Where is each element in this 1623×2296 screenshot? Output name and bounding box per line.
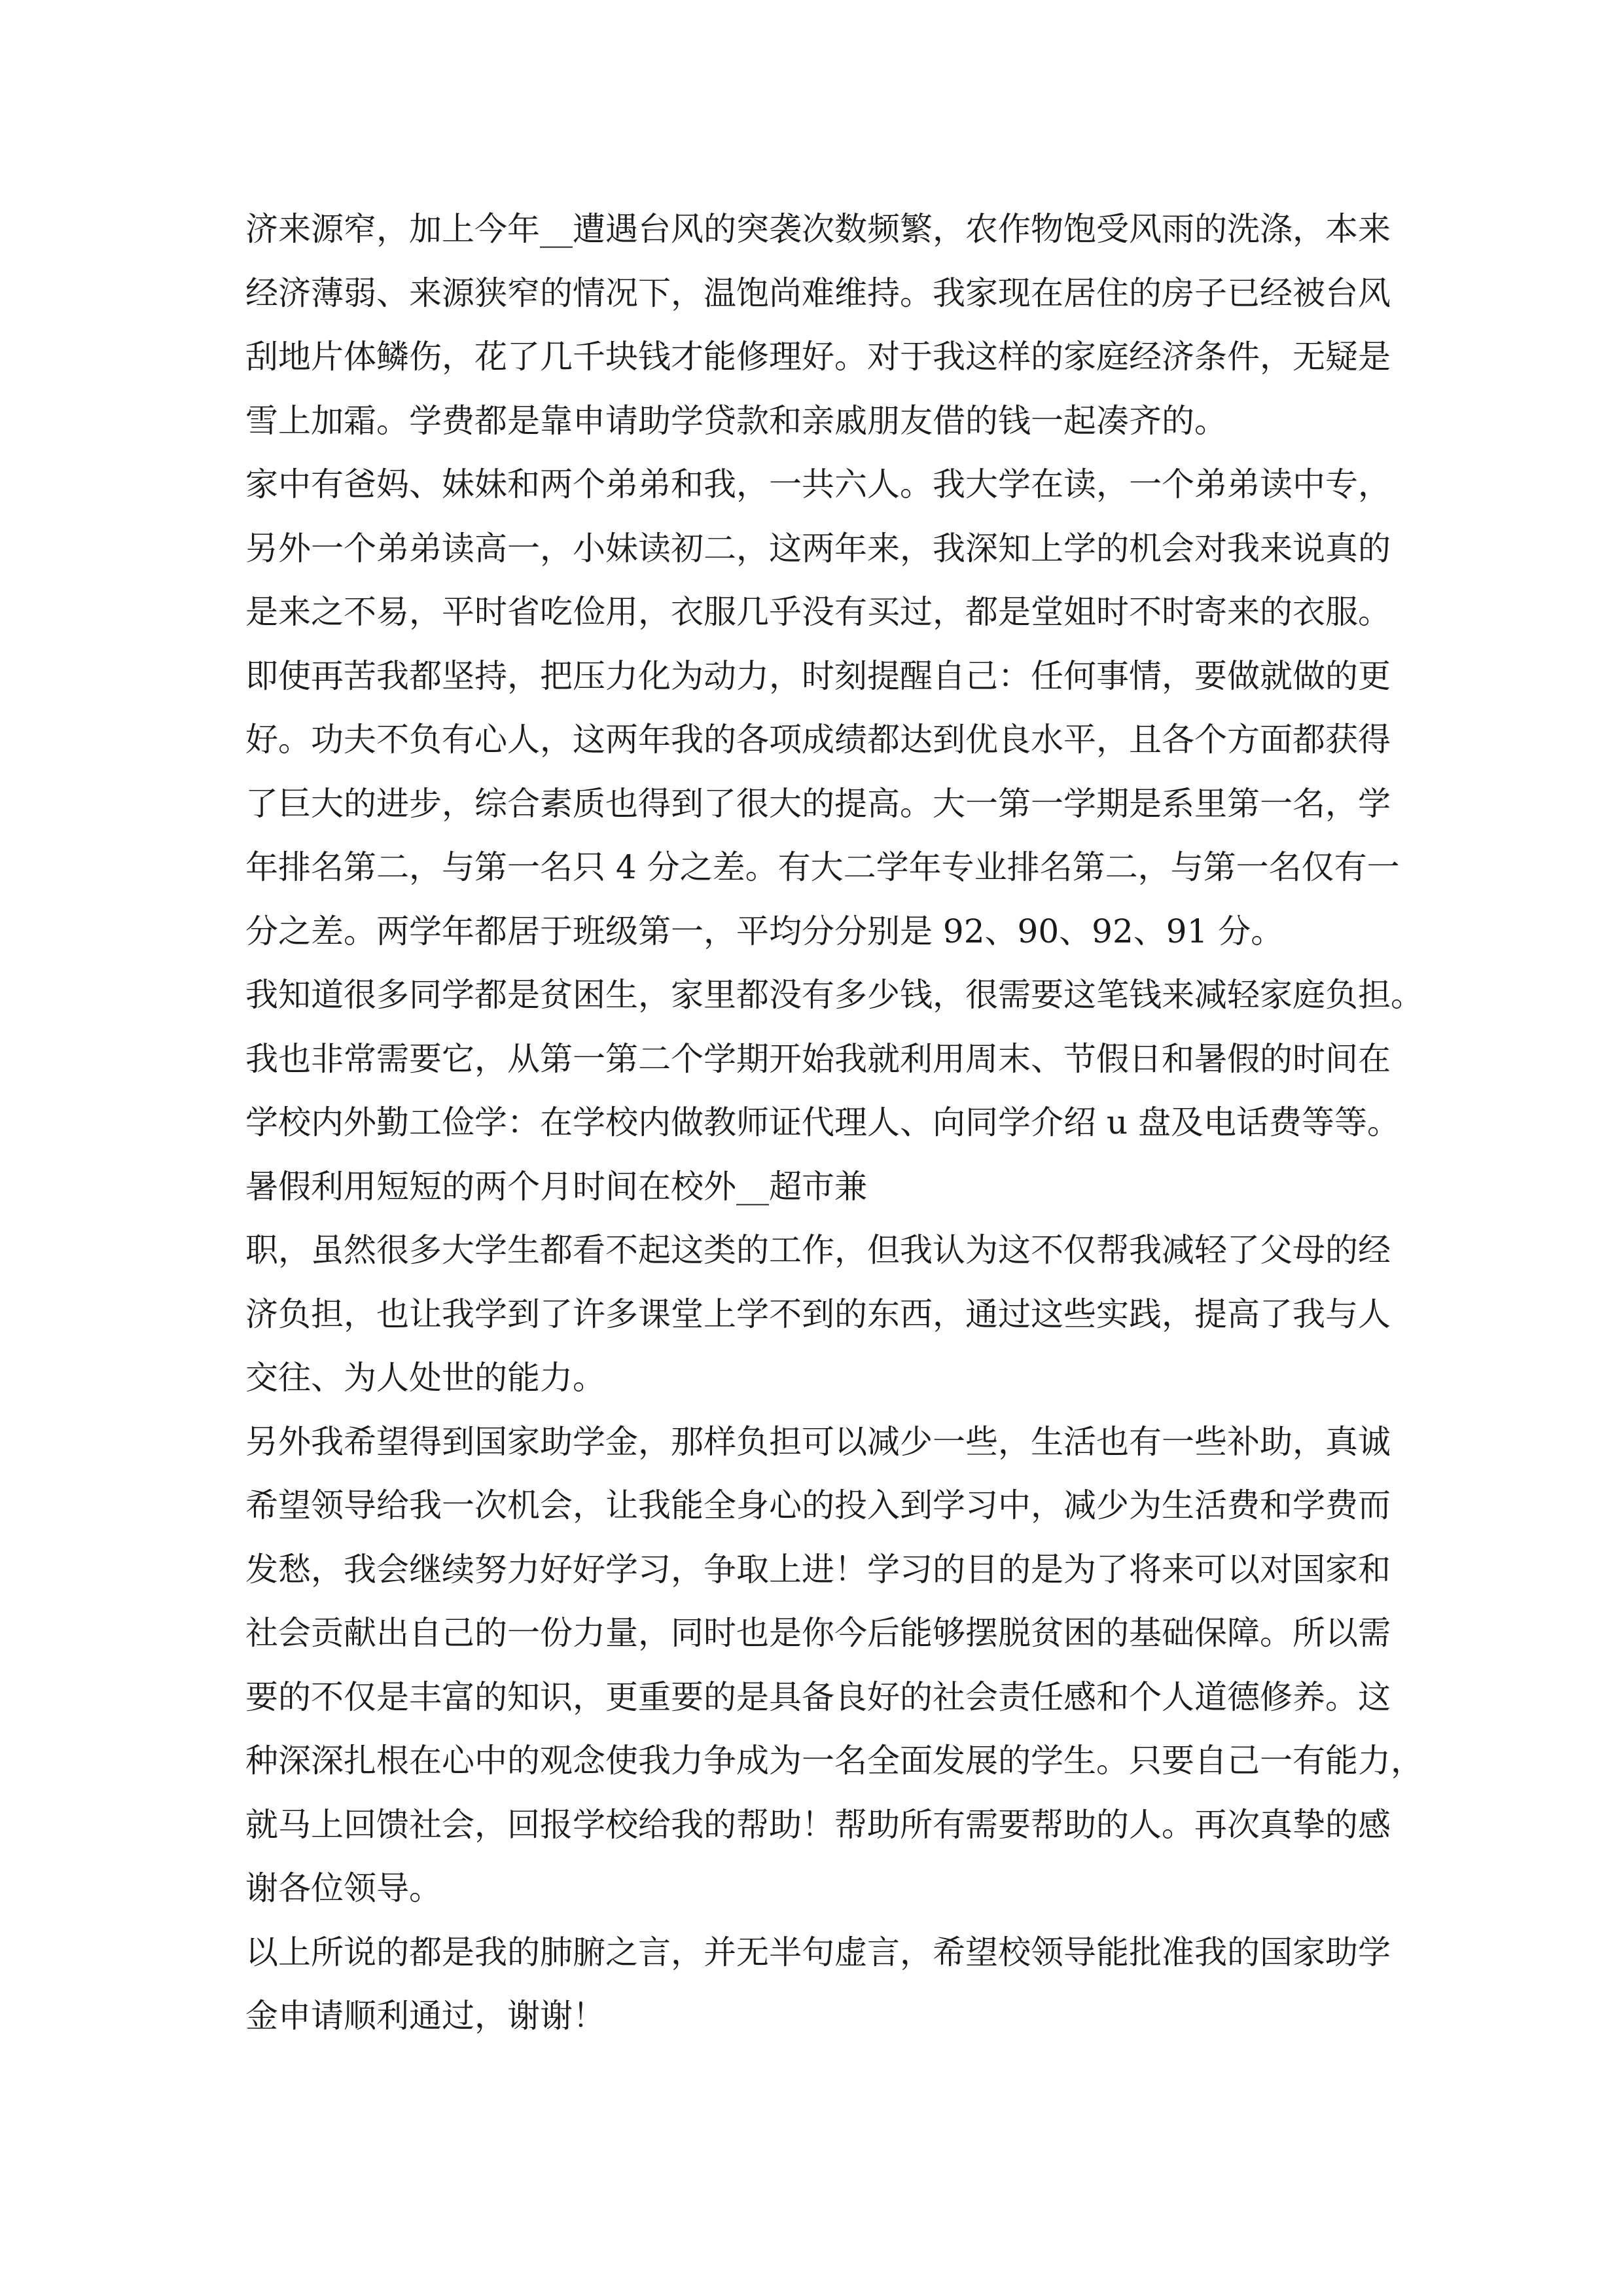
text-line: 以上所说的都是我的肺腑之言，并无半句虚言，希望校领导能批准我的国家助学 (245, 1933, 1391, 1971)
text-line: 希望领导给我一次机会，让我能全身心的投入到学习中，减少为生活费和学费而 (245, 1486, 1391, 1524)
text-line: 经济薄弱、来源狭窄的情况下，温饱尚难维持。我家现在居住的房子已经被台风 (245, 274, 1391, 312)
text-line: 刮地片体鳞伤，花了几千块钱才能修理好。对于我这样的家庭经济条件，无疑是 (245, 338, 1391, 376)
text-line: 了巨大的进步，综合素质也得到了很大的提高。大一第一学期是系里第一名，学 (245, 784, 1391, 823)
text-line: 要的不仅是丰富的知识，更重要的是具备良好的社会责任感和个人道德修养。这 (245, 1677, 1391, 1716)
text-line: 谢各位领导。 (245, 1869, 442, 1907)
text-line: 济来源窄，加上今年__遭遇台风的突袭次数频繁，农作物饱受风雨的洗涤，本来 (245, 210, 1391, 248)
text-line: 另外一个弟弟读高一，小妹读初二，这两年来，我深知上学的机会对我来说真的 (245, 529, 1391, 567)
text-line: 是来之不易，平时省吃俭用，衣服几乎没有买过，都是堂姐时不时寄来的衣服。 (245, 593, 1391, 631)
text-line: 年排名第二，与第一名只 4 分之差。有大二学年专业排名第二，与第一名仅有一 (245, 848, 1400, 886)
text-line: 另外我希望得到国家助学金，那样负担可以减少一些，生活也有一些补助，真诚 (245, 1422, 1391, 1461)
text-line: 社会贡献出自己的一份力量，同时也是你今后能够摆脱贫困的基础保障。所以需 (245, 1614, 1391, 1652)
text-line: 我也非常需要它，从第一第二个学期开始我就利用周末、节假日和暑假的时间在 (245, 1039, 1391, 1078)
text-line: 金申请顺利通过，谢谢！ (245, 1997, 605, 2035)
text-line: 济负担，也让我学到了许多课堂上学不到的东西，通过这些实践，提高了我与人 (245, 1295, 1391, 1333)
text-line: 我知道很多同学都是贫困生，家里都没有多少钱，很需要这笔钱来减轻家庭负担。 (245, 976, 1423, 1014)
text-line: 职，虽然很多大学生都看不起这类的工作，但我认为这不仅帮我减轻了父母的经 (245, 1231, 1391, 1269)
document-body (245, 198, 1423, 2049)
text-line: 雪上加霜。学费都是靠申请助学贷款和亲戚朋友借的钱一起凑齐的。 (245, 401, 1227, 440)
text-line: 家中有爸妈、妹妹和两个弟弟和我，一共六人。我大学在读，一个弟弟读中专， (245, 465, 1391, 503)
text-line: 交往、为人处世的能力。 (245, 1359, 605, 1397)
text-line: 暑假利用短短的两个月时间在校外__超市兼 (245, 1167, 867, 1206)
text-line: 即使再苦我都坚持，把压力化为动力，时刻提醒自己：任何事情，要做就做的更 (245, 656, 1391, 695)
text-line: 种深深扎根在心中的观念使我力争成为一名全面发展的学生。只要自己一有能力， (245, 1742, 1423, 1780)
text-line: 好。功夫不负有心人，这两年我的各项成绩都达到优良水平，且各个方面都获得 (245, 721, 1391, 759)
text-line: 学校内外勤工俭学：在学校内做教师证代理人、向同学介绍 u 盘及电话费等等。 (245, 1103, 1400, 1141)
text-line: 就马上回馈社会，回报学校给我的帮助！帮助所有需要帮助的人。再次真挚的感 (245, 1805, 1391, 1844)
text-line: 发愁，我会继续努力好好学习，争取上进！学习的目的是为了将来可以对国家和 (245, 1550, 1391, 1588)
text-line: 分之差。两学年都居于班级第一，平均分分别是 92、90、92、91 分。 (245, 912, 1284, 950)
